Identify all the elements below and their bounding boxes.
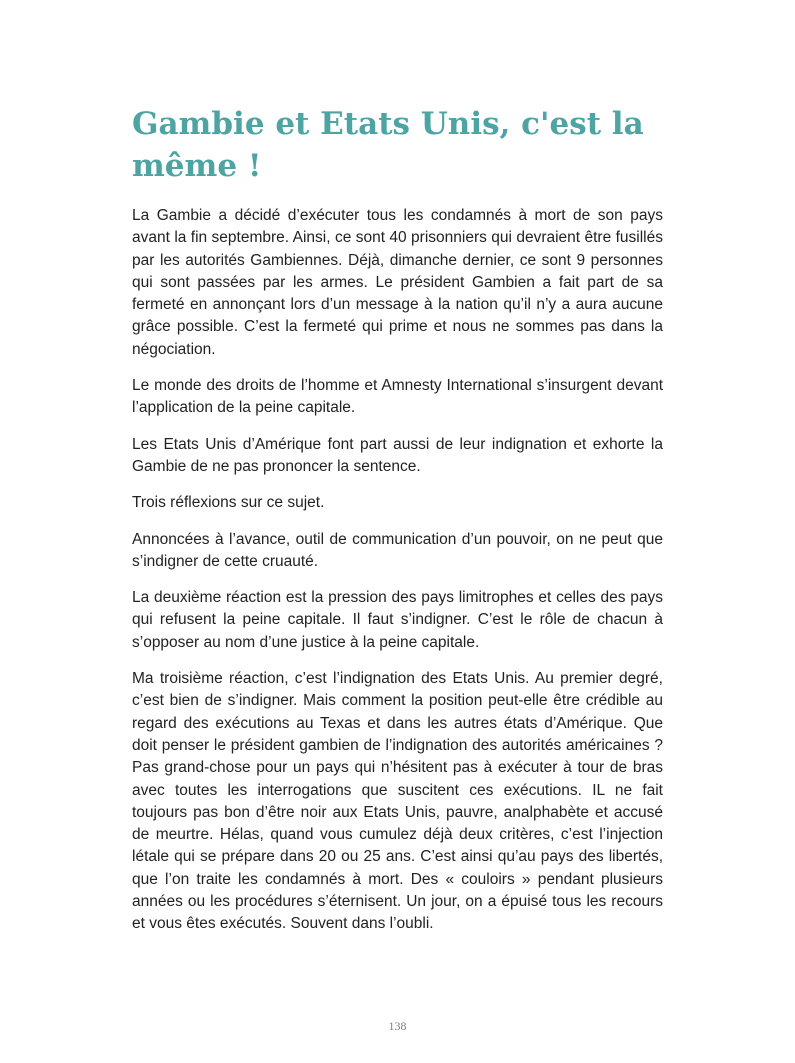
article-body	[132, 205, 663, 950]
paragraph-1: La Gambie a décidé d’exécuter tous les condamnés à mort de son pays avant la fin septembre. Ainsi, ce sont 40 prisonniers qui devraient être fusillés par les autorités Gambiennes. Déjà, dimanche dernier, ce sont 9 personnes qui sont passées par les armes. Le président Gambien a fait part de sa fermeté en annonçant lors d’un message à la nation qu’il n’y a aura aucune grâce possible. C’est la fermeté qui prime et nous ne sommes pas dans la négociation.	[132, 207, 663, 358]
paragraph-4: Trois réflexions sur ce sujet.	[132, 494, 325, 512]
paragraph-5: Annoncées à l’avance, outil de communication d’un pouvoir, on ne peut que s’indigner de cette cruauté.	[132, 530, 663, 570]
paragraph-2: Le monde des droits de l’homme et Amnesty International s’insurgent devant l’application de la peine capitale.	[132, 377, 663, 417]
paragraph-6: La deuxième réaction est la pression des pays limitrophes et celles des pays qui refusent la peine capitale. Il faut s’indigner. C’est le rôle de chacun à s’opposer au nom d’une justice à la peine capitale.	[132, 589, 663, 651]
paragraph-3: Les Etats Unis d’Amérique font part aussi de leur indignation et exhorte la Gambie de ne pas prononcer la sentence.	[132, 435, 663, 475]
page-number: 138	[388, 1019, 407, 1033]
article-title: Gambie et Etats Unis, c'est la même !	[132, 106, 644, 184]
paragraph-7: Ma troisième réaction, c’est l’indignation des Etats Unis. Au premier degré, c’est bien de s’indigner. Mais comment la position peut-elle être crédible au regard des exécutions au Texas et dans les autres états d’Amérique. Que doit penser le président gambien de l’indignation des autorités américaines ? Pas grand-chose pour un pays qui n’hésitent pas à exécuter à tour de bras avec toutes les interrogations que suscitent ces exécutions. IL ne fait toujours pas bon d’être noir aux Etats Unis, pauvre, analphabète et accusé de meurtre. Hélas, quand vous cumulez déjà deux critères, c’est l’injection létale qui se prépare dans 20 ou 25 ans. C’est ainsi qu’au pays des libertés, que l’on traite les condamnés à mort. Des « couloirs » pendant plusieurs années ou les procédures s’éternisent. Un jour, on a épuisé tous les recours et vous êtes exécutés. Souvent dans l’oubli.	[132, 670, 663, 933]
